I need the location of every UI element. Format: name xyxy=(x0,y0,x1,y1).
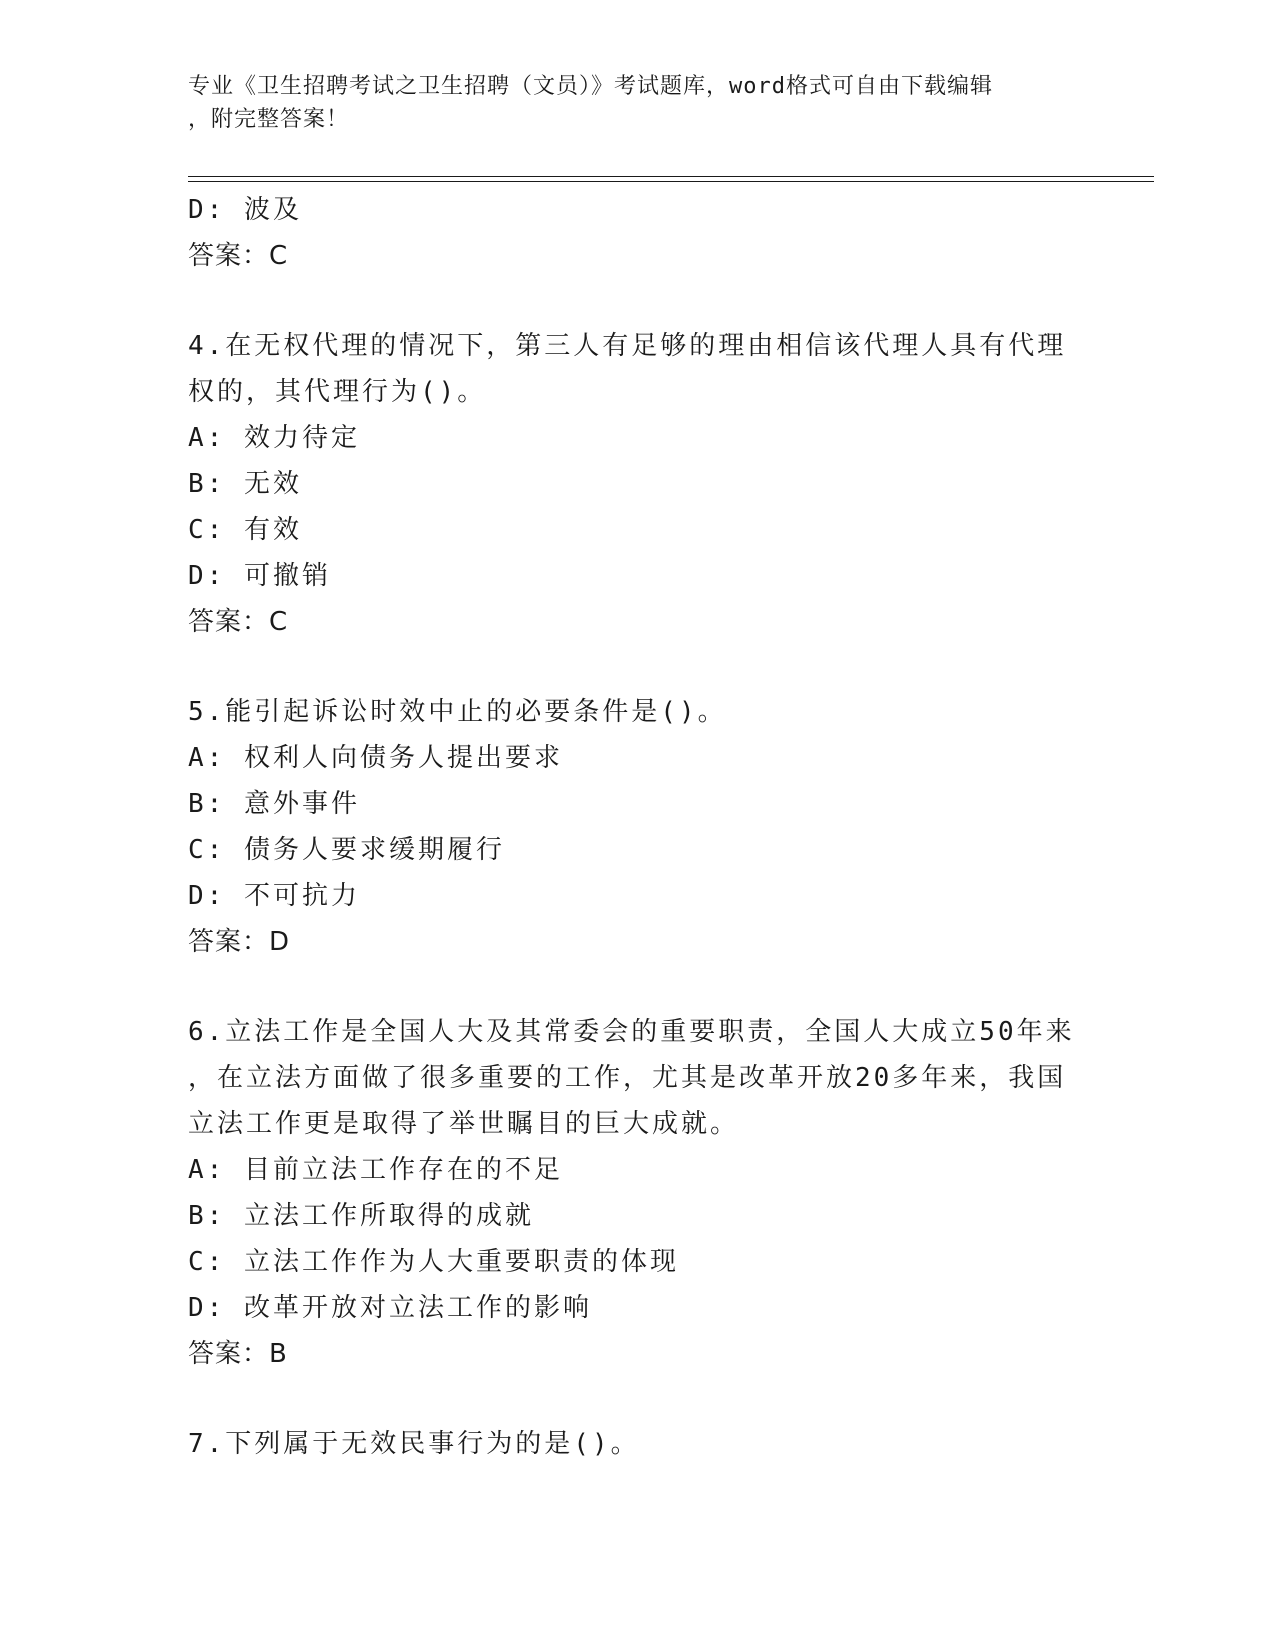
question-text-line: 6.立法工作是全国人大及其常委会的重要职责，全国人大成立50年来 xyxy=(188,1017,1075,1047)
header-rule-bottom xyxy=(188,181,1154,182)
option-c: C: 有效 xyxy=(188,515,302,545)
header-line-1: 专业《卫生招聘考试之卫生招聘（文员）》考试题库，word格式可自由下载编辑 xyxy=(188,74,993,99)
header-line-2: ，附完整答案！ xyxy=(188,107,350,132)
question-6 xyxy=(188,1009,1088,1377)
question-text-line: 7.下列属于无效民事行为的是()。 xyxy=(188,1429,640,1459)
question-list xyxy=(188,187,1088,1467)
option-b: B: 意外事件 xyxy=(188,789,360,819)
option-d: D: 可撤销 xyxy=(188,561,331,591)
answer: 答案：C xyxy=(188,241,289,271)
option-b: B: 立法工作所取得的成就 xyxy=(188,1201,534,1231)
option-a: A: 效力待定 xyxy=(188,423,360,453)
question-text-line: 权的，其代理行为()。 xyxy=(188,377,487,407)
option-a: A: 目前立法工作存在的不足 xyxy=(188,1155,563,1185)
document-header xyxy=(188,70,1088,136)
option-a: A: 权利人向债务人提出要求 xyxy=(188,743,563,773)
header-rule-top xyxy=(188,176,1154,177)
question-text-line: 4.在无权代理的情况下，第三人有足够的理由相信该代理人具有代理 xyxy=(188,331,1067,361)
option-d: D: 不可抗力 xyxy=(188,881,360,911)
option-d: D: 改革开放对立法工作的影响 xyxy=(188,1293,592,1323)
option-b: B: 无效 xyxy=(188,469,302,499)
question-text-line: 立法工作更是取得了举世瞩目的巨大成就。 xyxy=(188,1109,740,1139)
option-c: C: 立法工作作为人大重要职责的体现 xyxy=(188,1247,679,1277)
answer: 答案：D xyxy=(188,927,291,957)
option-c: C: 债务人要求缓期履行 xyxy=(188,835,505,865)
option-d: D: 波及 xyxy=(188,195,302,225)
question-4 xyxy=(188,323,1088,645)
answer: 答案：C xyxy=(188,607,289,637)
question-7 xyxy=(188,1421,1088,1467)
question-text-line: 5.能引起诉讼时效中止的必要条件是()。 xyxy=(188,697,727,727)
answer: 答案：B xyxy=(188,1339,288,1369)
question-5 xyxy=(188,689,1088,965)
question-text-line: ，在立法方面做了很多重要的工作，尤其是改革开放20多年来，我国 xyxy=(188,1063,1067,1093)
